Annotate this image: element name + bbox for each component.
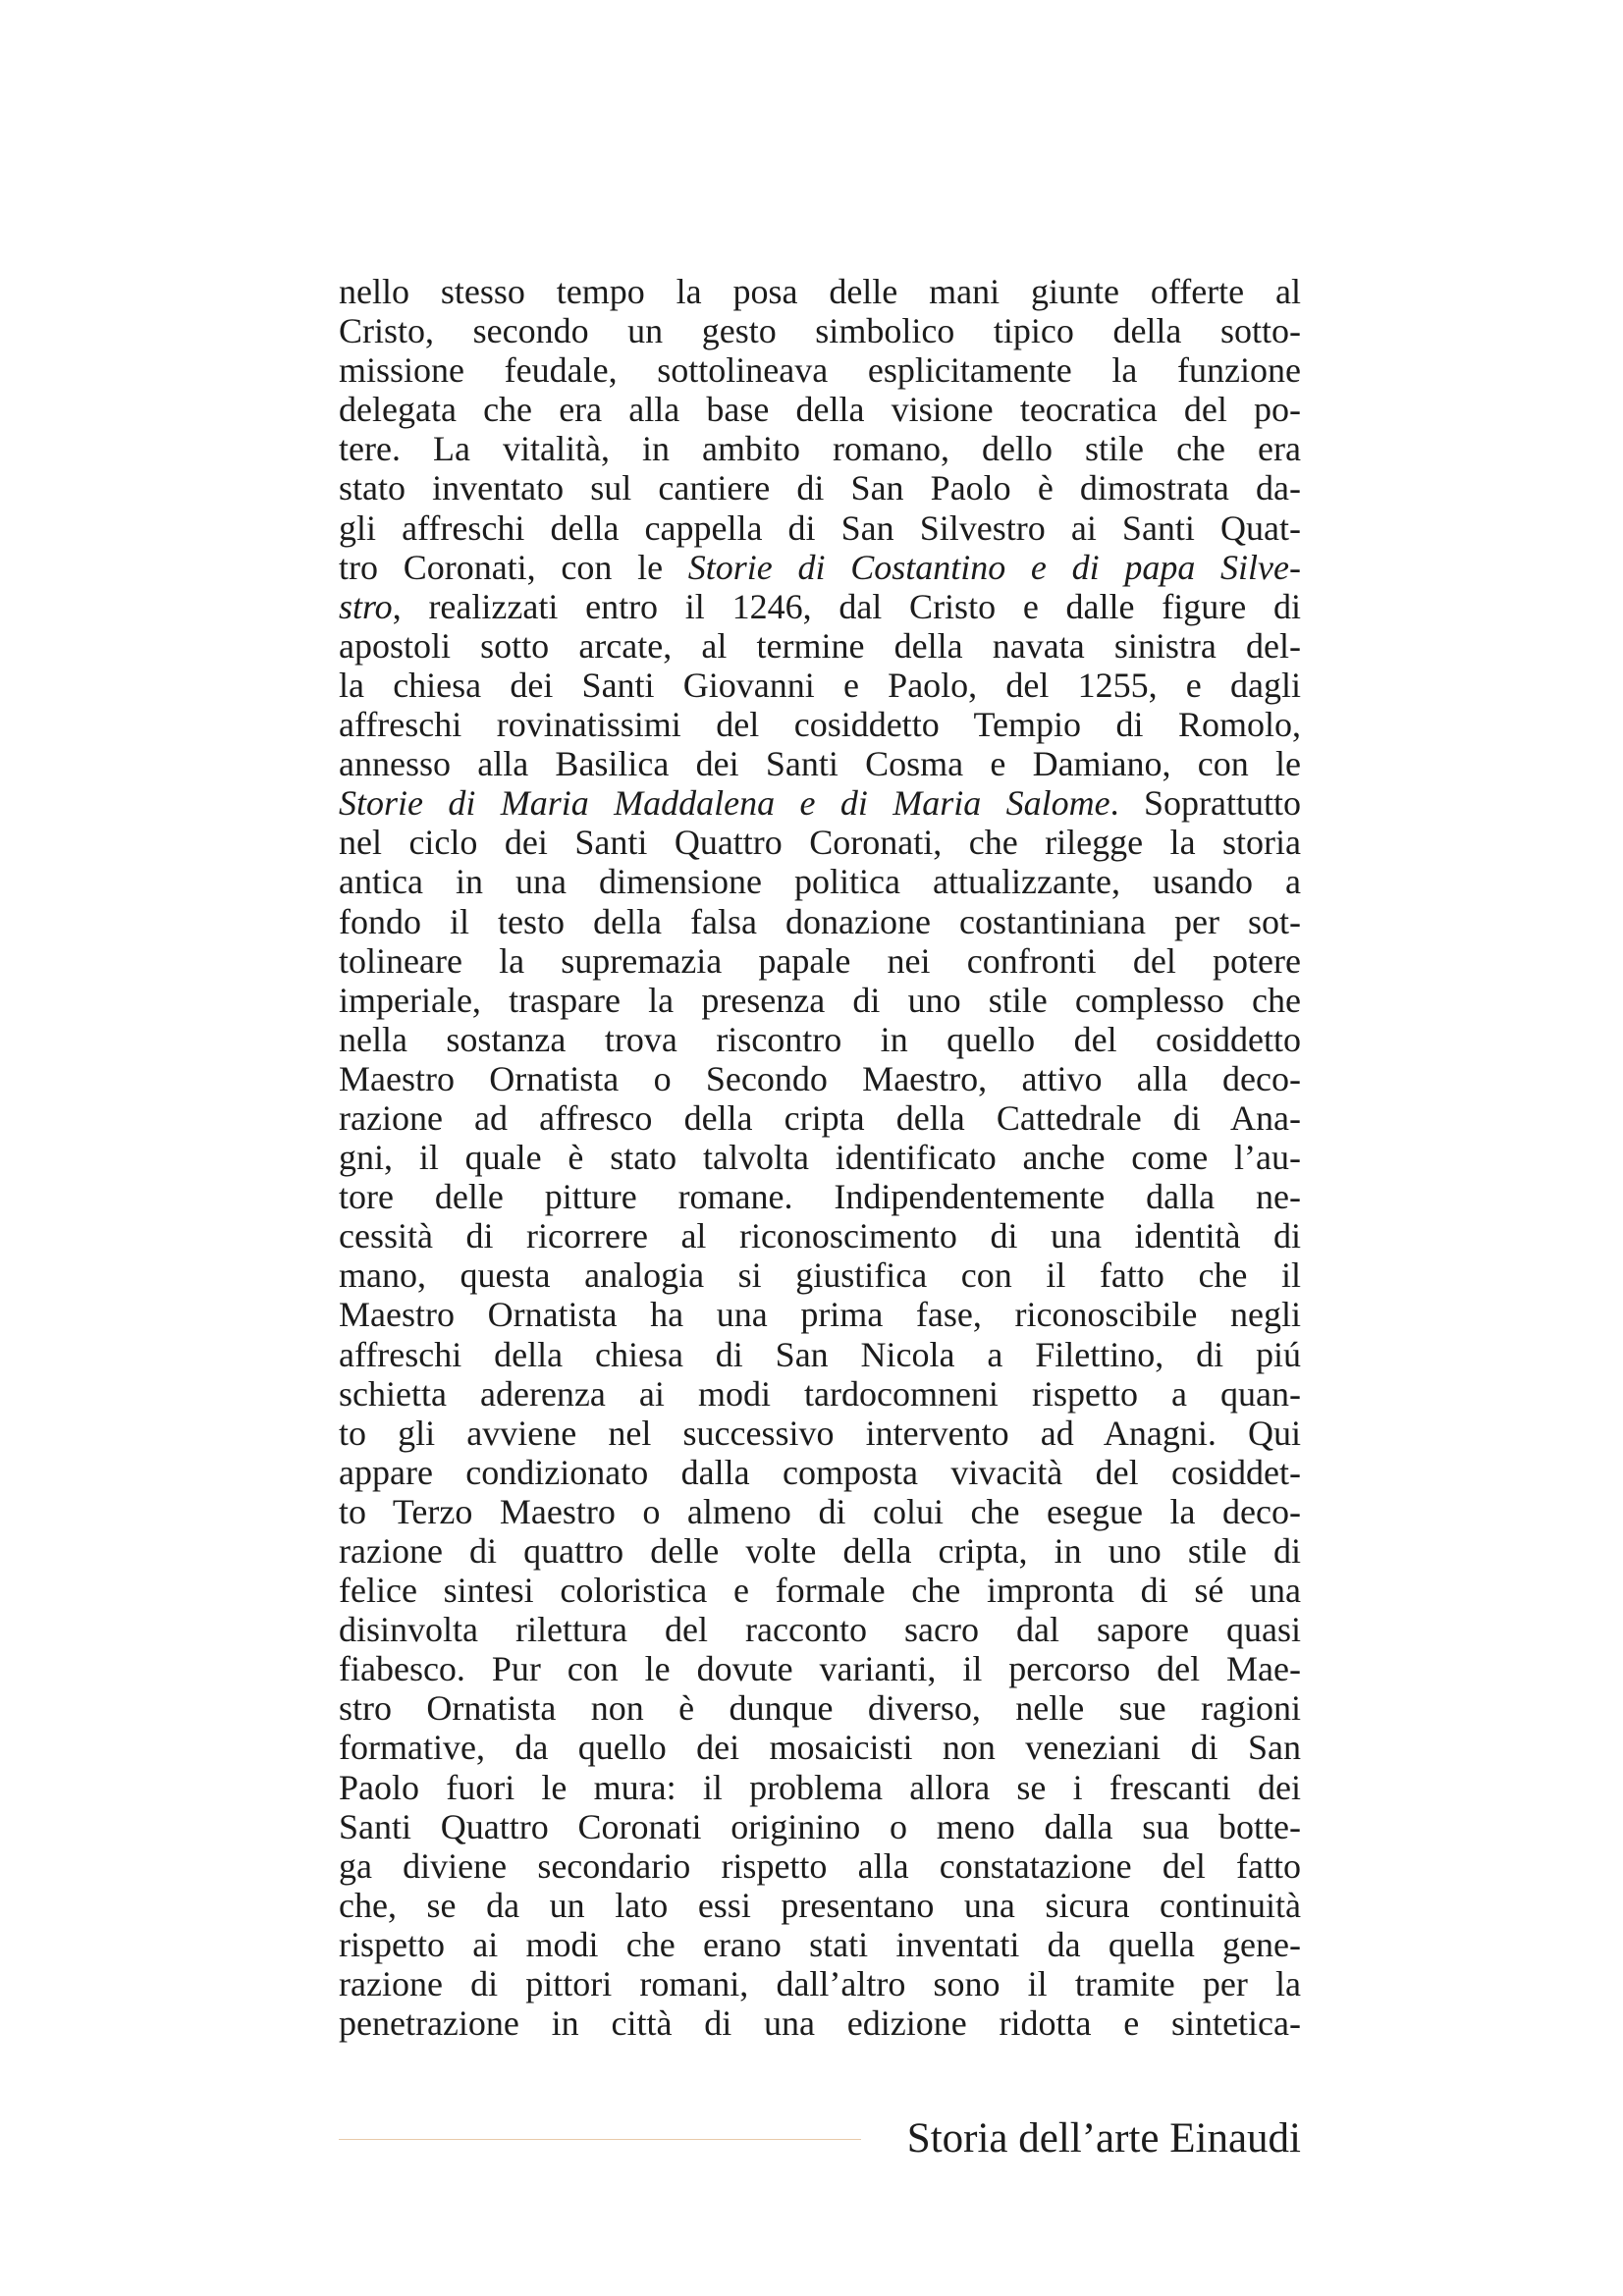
- text-line: [339, 902, 1301, 941]
- text-segment: annesso alla Basilica dei Santi Cosma e Damiano, con le: [339, 744, 1301, 784]
- text-line: [339, 1295, 1301, 1334]
- text-line: [339, 1177, 1301, 1216]
- text-line: [339, 429, 1301, 468]
- text-segment: Santi Quattro Coronati originino o meno dalla sua botte-: [339, 1806, 1301, 1846]
- text-segment: rispetto ai modi che erano stati inventati da quella gene-: [339, 1924, 1301, 1964]
- text-segment: to Terzo Maestro o almeno di colui che esegue la deco-: [339, 1491, 1301, 1531]
- text-line: [339, 390, 1301, 429]
- text-line: [339, 1728, 1301, 1767]
- text-line: [339, 783, 1301, 823]
- text-segment: tere. La vitalità, in ambito romano, dello stile che era: [339, 429, 1301, 469]
- text-line: [339, 1925, 1301, 1964]
- text-segment: schietta aderenza ai modi tardocomneni rispetto a quan-: [339, 1373, 1301, 1414]
- text-line: [339, 941, 1301, 981]
- text-line: [339, 1688, 1301, 1728]
- text-line: [339, 1768, 1301, 1807]
- text-segment: razione di pittori romani, dall’altro sono il tramite per la: [339, 1964, 1301, 2004]
- text-line: [339, 1453, 1301, 1492]
- text-segment: , realizzati entro il 1246, dal Cristo e dalle figure di: [392, 586, 1301, 626]
- text-line: [339, 666, 1301, 705]
- italic-title: stro: [339, 586, 393, 626]
- text-line: [339, 468, 1301, 507]
- text-segment: missione feudale, sottolineava esplicitamente la funzione: [339, 350, 1301, 391]
- text-line: [339, 626, 1301, 666]
- text-segment: imperiale, traspare la presenza di uno stile complesso che: [339, 980, 1301, 1020]
- body-text: [339, 272, 1301, 2043]
- text-segment: la chiesa dei Santi Giovanni e Paolo, del 1255, e dagli: [339, 665, 1301, 705]
- text-segment: gni, il quale è stato talvolta identificato anche come l’au-: [339, 1138, 1301, 1178]
- text-line: [339, 981, 1301, 1020]
- text-line: [339, 587, 1301, 626]
- text-segment: to gli avviene nel successivo intervento ad Anagni. Qui: [339, 1413, 1301, 1453]
- text-line: [339, 2003, 1301, 2043]
- text-line: [339, 1649, 1301, 1688]
- text-segment: Paolo fuori le mura: il problema allora se i frescanti dei: [339, 1767, 1301, 1807]
- text-segment: fondo il testo della falsa donazione costantiniana per sot-: [339, 901, 1301, 941]
- text-line: [339, 862, 1301, 901]
- text-line: [339, 1255, 1301, 1295]
- text-segment: razione di quattro delle volte della cripta, in uno stile di: [339, 1531, 1301, 1571]
- text-segment: razione ad affresco della cripta della Cattedrale di Ana-: [339, 1097, 1301, 1138]
- text-segment: formative, da quello dei mosaicisti non veneziani di San: [339, 1728, 1301, 1768]
- text-segment: penetrazione in città di una edizione ridotta e sintetica-: [339, 2003, 1301, 2044]
- text-line: [339, 548, 1301, 587]
- text-line: [339, 508, 1301, 548]
- text-segment: nel ciclo dei Santi Quattro Coronati, che rilegge la storia: [339, 823, 1301, 863]
- text-line: [339, 311, 1301, 350]
- page-footer: [339, 2110, 1301, 2169]
- text-segment: stato inventato sul cantiere di San Paolo è dimostrata da-: [339, 468, 1301, 508]
- text-segment: gli affreschi della cappella di San Silvestro ai Santi Quat-: [339, 507, 1301, 548]
- text-segment: apostoli sotto arcate, al termine della navata sinistra del-: [339, 625, 1301, 666]
- text-segment: fiabesco. Pur con le dovute varianti, il percorso del Mae-: [339, 1649, 1301, 1689]
- text-segment: tro Coronati, con le: [339, 547, 688, 587]
- text-line: [339, 1216, 1301, 1255]
- text-line: [339, 1098, 1301, 1138]
- text-segment: tore delle pitture romane. Indipendentemente dalla ne-: [339, 1177, 1301, 1217]
- text-segment: ga diviene secondario rispetto alla constatazione del fatto: [339, 1845, 1301, 1886]
- text-segment: appare condizionato dalla composta vivacità del cosiddet-: [339, 1452, 1301, 1492]
- text-segment: Maestro Ornatista o Secondo Maestro, attivo alla deco-: [339, 1058, 1301, 1098]
- text-segment: disinvolta rilettura del racconto sacro dal sapore quasi: [339, 1610, 1301, 1650]
- text-line: [339, 350, 1301, 390]
- footer-rule: [339, 2139, 861, 2140]
- text-line: [339, 705, 1301, 744]
- text-segment: Cristo, secondo un gesto simbolico tipico della sotto-: [339, 311, 1301, 351]
- italic-title: Storie di Maria Maddalena e di Maria Salome: [339, 783, 1110, 824]
- text-segment: che, se da un lato essi presentano una sicura continuità: [339, 1885, 1301, 1925]
- text-line: [339, 1964, 1301, 2003]
- text-line: [339, 1886, 1301, 1925]
- footer-title: Storia dell’arte Einaudi: [906, 2115, 1301, 2162]
- text-segment: cessità di ricorrere al riconoscimento di una identità di: [339, 1216, 1301, 1256]
- text-line: [339, 823, 1301, 862]
- italic-title: Storie di Costantino e di papa Silve-: [687, 547, 1301, 587]
- text-line: [339, 1846, 1301, 1886]
- text-segment: stro Ornatista non è dunque diverso, nelle sue ragioni: [339, 1688, 1301, 1729]
- text-segment: delegata che era alla base della visione teocratica del po-: [339, 390, 1301, 430]
- text-line: [339, 1059, 1301, 1098]
- text-line: [339, 1414, 1301, 1453]
- text-line: [339, 744, 1301, 783]
- text-segment: mano, questa analogia si giustifica con il fatto che il: [339, 1255, 1301, 1296]
- text-segment: affreschi rovinatissimi del cosiddetto Tempio di Romolo,: [339, 705, 1301, 745]
- text-line: [339, 1807, 1301, 1846]
- text-line: [339, 1374, 1301, 1414]
- text-line: [339, 1571, 1301, 1610]
- text-line: [339, 272, 1301, 311]
- text-line: [339, 1492, 1301, 1531]
- text-line: [339, 1531, 1301, 1571]
- text-segment: antica in una dimensione politica attualizzante, usando a: [339, 862, 1301, 902]
- text-line: [339, 1335, 1301, 1374]
- text-segment: . Soprattutto: [1109, 783, 1302, 824]
- text-segment: nello stesso tempo la posa delle mani giunte offerte al: [339, 272, 1301, 311]
- text-segment: felice sintesi coloristica e formale che impronta di sé una: [339, 1571, 1301, 1611]
- text-line: [339, 1020, 1301, 1059]
- text-segment: affreschi della chiesa di San Nicola a Filettino, di piú: [339, 1334, 1301, 1374]
- text-segment: nella sostanza trova riscontro in quello del cosiddetto: [339, 1019, 1301, 1059]
- text-line: [339, 1138, 1301, 1177]
- text-segment: tolineare la supremazia papale nei confronti del potere: [339, 940, 1301, 981]
- text-segment: Maestro Ornatista ha una prima fase, riconoscibile negli: [339, 1295, 1301, 1335]
- text-line: [339, 1610, 1301, 1649]
